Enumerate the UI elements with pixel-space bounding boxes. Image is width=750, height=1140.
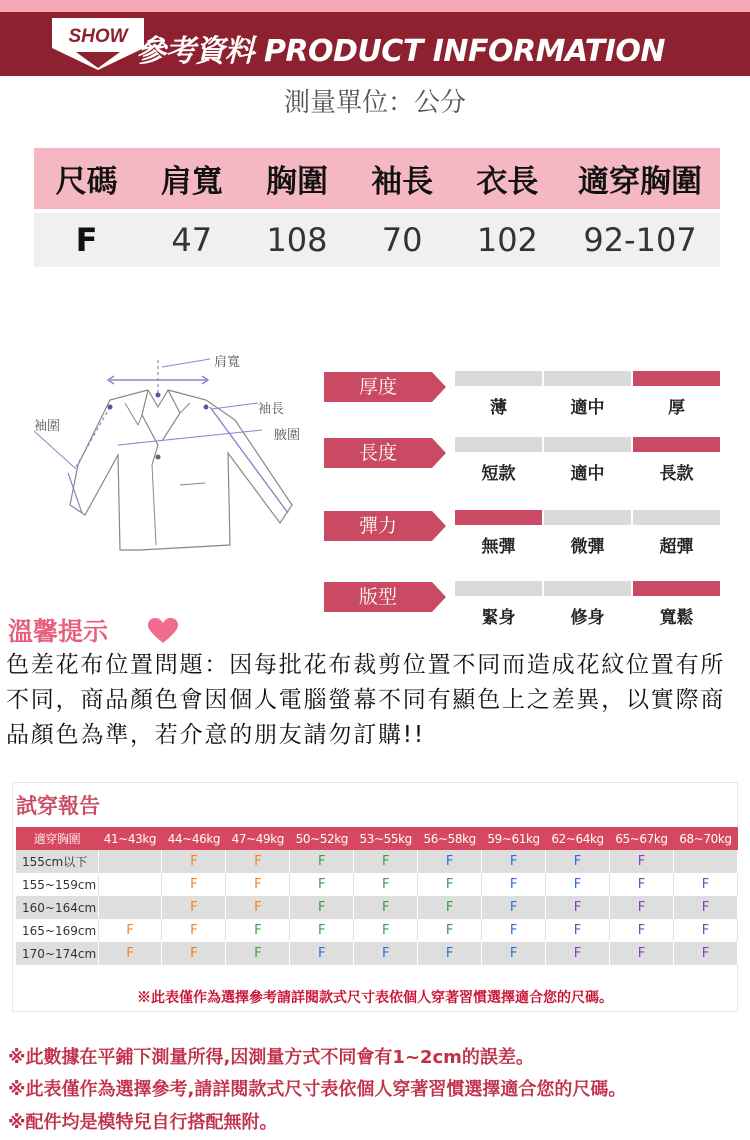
size-cell: F bbox=[34, 211, 139, 267]
fit-size-cell: F bbox=[610, 896, 674, 919]
fit-weight-header: 68~70kg bbox=[673, 827, 737, 850]
fit-size-cell: F bbox=[354, 942, 418, 965]
jacket-illustration bbox=[30, 345, 320, 555]
tips-body: 色差花布位置問題：因每批花布裁剪位置不同而造成花紋位置有所不同，商品顏色會因個人電腦螢幕不同有顯色上之差異，以實際商品顏色為準，若介意的朋友請勿訂購!! bbox=[6, 652, 726, 748]
fit-weight-header: 59~61kg bbox=[482, 827, 546, 850]
size-header-cell: 衣長 bbox=[455, 148, 560, 211]
size-cell: 92-107 bbox=[560, 211, 720, 267]
fit-weight-header: 65~67kg bbox=[610, 827, 674, 850]
fit-report-title: 試穿報告 bbox=[16, 794, 100, 818]
attribute-option: 超彈 bbox=[659, 537, 694, 557]
fit-height-label: 155~159cm bbox=[16, 873, 98, 896]
fit-size-cell: F bbox=[482, 873, 546, 896]
fit-size-cell: F bbox=[290, 942, 354, 965]
attribute-level-bar bbox=[633, 581, 720, 596]
attribute-option: 緊身 bbox=[481, 608, 516, 628]
fit-table-row bbox=[16, 873, 738, 896]
fit-size-cell: F bbox=[673, 919, 737, 942]
fit-size-cell bbox=[98, 896, 162, 919]
attribute-level-bar bbox=[455, 581, 542, 596]
fit-weight-header: 50~52kg bbox=[290, 827, 354, 850]
fit-size-cell: F bbox=[546, 942, 610, 965]
fit-size-cell bbox=[673, 850, 737, 873]
size-table-row bbox=[34, 211, 720, 267]
footnote-1: ※此數據在平鋪下測量所得,因測量方式不同會有1~2cm的誤差。 bbox=[8, 1047, 534, 1068]
sleeve-label: 袖長 bbox=[258, 402, 285, 417]
show-tag-text: SHOW bbox=[68, 26, 128, 47]
attribute-label: 厚度 bbox=[324, 372, 432, 402]
attribute-level-bar bbox=[544, 510, 631, 525]
size-header-cell: 袖長 bbox=[350, 148, 455, 211]
fit-size-cell: F bbox=[610, 942, 674, 965]
fit-size-cell: F bbox=[482, 942, 546, 965]
fit-height-label: 170~174cm bbox=[16, 942, 98, 965]
fit-table-row bbox=[16, 942, 738, 965]
fit-size-cell: F bbox=[226, 942, 290, 965]
attribute-option: 修身 bbox=[570, 608, 605, 628]
attribute-level-bar bbox=[544, 437, 631, 452]
fit-size-cell: F bbox=[162, 896, 226, 919]
attribute-option: 薄 bbox=[490, 398, 507, 418]
fit-size-cell: F bbox=[610, 919, 674, 942]
size-header-cell: 胸圍 bbox=[244, 148, 349, 211]
attribute-label: 版型 bbox=[324, 582, 432, 612]
attribute-label: 彈力 bbox=[324, 511, 432, 541]
size-table-header bbox=[34, 148, 720, 211]
tips-title: 溫馨提示 bbox=[8, 617, 109, 646]
attribute-option: 微彈 bbox=[570, 537, 605, 557]
fit-size-cell: F bbox=[610, 850, 674, 873]
fit-size-cell: F bbox=[98, 919, 162, 942]
fit-size-cell: F bbox=[546, 896, 610, 919]
attribute-option: 長款 bbox=[659, 464, 694, 484]
jacket-diagram bbox=[30, 345, 320, 555]
fit-size-cell: F bbox=[418, 919, 482, 942]
fit-size-cell: F bbox=[226, 919, 290, 942]
fit-size-cell: F bbox=[354, 919, 418, 942]
attribute-level-bar bbox=[633, 510, 720, 525]
attribute-option: 適中 bbox=[570, 464, 605, 484]
fit-table-header bbox=[16, 827, 738, 850]
fit-size-cell: F bbox=[354, 850, 418, 873]
attribute-option: 適中 bbox=[570, 398, 605, 418]
fit-size-cell: F bbox=[162, 942, 226, 965]
fit-size-cell: F bbox=[418, 873, 482, 896]
fit-table-row bbox=[16, 919, 738, 942]
size-cell: 70 bbox=[350, 211, 455, 267]
fit-size-cell: F bbox=[482, 850, 546, 873]
fit-size-cell: F bbox=[673, 896, 737, 919]
attribute-option: 寬鬆 bbox=[659, 608, 694, 628]
fit-size-cell: F bbox=[354, 873, 418, 896]
fit-report-table bbox=[16, 827, 738, 965]
attribute-level-bar bbox=[455, 371, 542, 386]
fit-report-note: ※此表僅作為選擇參考請詳閱款式尺寸表依個人穿著習慣選擇適合您的尺碼。 bbox=[137, 990, 613, 1006]
fit-size-cell: F bbox=[162, 873, 226, 896]
size-table bbox=[34, 148, 720, 267]
attribute-level-bar bbox=[633, 437, 720, 452]
fit-weight-header: 62~64kg bbox=[546, 827, 610, 850]
fit-size-cell: F bbox=[290, 873, 354, 896]
fit-size-cell: F bbox=[226, 873, 290, 896]
size-header-cell: 肩寬 bbox=[139, 148, 244, 211]
fit-size-cell: F bbox=[418, 942, 482, 965]
shoulder-label: 肩寬 bbox=[214, 355, 241, 370]
size-cell: 108 bbox=[244, 211, 349, 267]
fit-height-label: 165~169cm bbox=[16, 919, 98, 942]
fit-table-row bbox=[16, 850, 738, 873]
armpit-label: 腋圍 bbox=[274, 428, 301, 443]
fit-size-cell: F bbox=[98, 942, 162, 965]
fit-height-label: 155cm以下 bbox=[16, 850, 98, 873]
fit-size-cell: F bbox=[290, 896, 354, 919]
fit-size-cell: F bbox=[290, 850, 354, 873]
fit-weight-header: 53~55kg bbox=[354, 827, 418, 850]
show-tag bbox=[52, 18, 144, 70]
fit-weight-header: 44~46kg bbox=[162, 827, 226, 850]
top-strip bbox=[0, 0, 750, 12]
fit-size-cell: F bbox=[482, 896, 546, 919]
fit-size-cell: F bbox=[290, 919, 354, 942]
size-header-cell: 適穿胸圍 bbox=[560, 148, 720, 211]
size-cell: 47 bbox=[139, 211, 244, 267]
fit-size-cell: F bbox=[673, 873, 737, 896]
fit-size-cell: F bbox=[418, 850, 482, 873]
fit-weight-header: 41~43kg bbox=[98, 827, 162, 850]
attribute-label: 長度 bbox=[324, 438, 432, 468]
fit-size-cell: F bbox=[673, 942, 737, 965]
fit-size-cell: F bbox=[418, 896, 482, 919]
attribute-option: 無彈 bbox=[481, 537, 516, 557]
fit-size-cell: F bbox=[546, 850, 610, 873]
fit-size-cell: F bbox=[354, 896, 418, 919]
measurement-unit: 測量單位：公分 bbox=[283, 88, 466, 118]
footnote-3: ※配件均是模特兒自行搭配無附。 bbox=[8, 1112, 278, 1133]
fit-size-cell: F bbox=[546, 919, 610, 942]
attribute-level-bar bbox=[544, 581, 631, 596]
cuff-label: 袖圍 bbox=[34, 419, 61, 434]
fit-weight-header: 56~58kg bbox=[418, 827, 482, 850]
attribute-option: 短款 bbox=[481, 464, 516, 484]
fit-size-cell: F bbox=[226, 896, 290, 919]
heart-icon bbox=[148, 618, 178, 644]
page-title: 參考資料 PRODUCT INFORMATION bbox=[136, 34, 666, 69]
fit-table-row bbox=[16, 896, 738, 919]
footnote-2: ※此表僅作為選擇參考,請詳閱款式尺寸表依個人穿著習慣選擇適合您的尺碼。 bbox=[8, 1079, 627, 1100]
fit-size-cell bbox=[98, 873, 162, 896]
fit-size-cell: F bbox=[162, 850, 226, 873]
fit-height-label: 160~164cm bbox=[16, 896, 98, 919]
fit-size-cell: F bbox=[482, 919, 546, 942]
attribute-level-bar bbox=[455, 437, 542, 452]
fit-weight-header: 47~49kg bbox=[226, 827, 290, 850]
fit-size-cell: F bbox=[610, 873, 674, 896]
fit-corner-cell: 適穿胸圍 bbox=[16, 827, 98, 850]
attribute-level-bar bbox=[544, 371, 631, 386]
fit-size-cell bbox=[98, 850, 162, 873]
fit-size-cell: F bbox=[162, 919, 226, 942]
attribute-level-bar bbox=[455, 510, 542, 525]
size-header-cell: 尺碼 bbox=[34, 148, 139, 211]
fit-size-cell: F bbox=[226, 850, 290, 873]
attribute-option: 厚 bbox=[668, 398, 685, 418]
attribute-level-bar bbox=[633, 371, 720, 386]
fit-size-cell: F bbox=[546, 873, 610, 896]
size-cell: 102 bbox=[455, 211, 560, 267]
